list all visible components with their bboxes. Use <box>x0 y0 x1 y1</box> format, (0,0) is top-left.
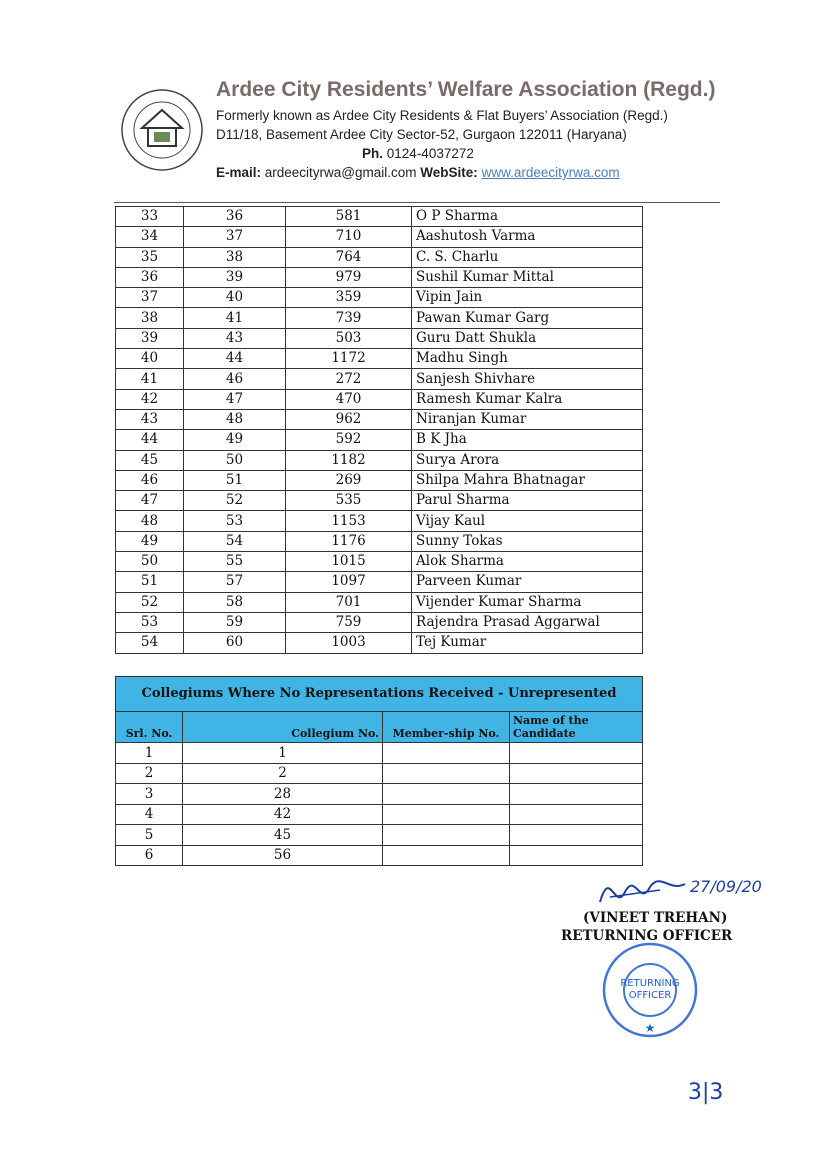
row-serial: 49 <box>116 531 184 551</box>
table-row <box>116 552 643 572</box>
table-row <box>116 531 643 551</box>
collegium-no: 50 <box>184 450 286 470</box>
table-row <box>116 227 643 247</box>
row-serial: 53 <box>116 612 184 632</box>
row-serial: 48 <box>116 511 184 531</box>
table-row <box>116 207 643 227</box>
unrepresented-table <box>115 676 643 866</box>
collegium-no: 48 <box>184 409 286 429</box>
collegium-no: 43 <box>184 328 286 348</box>
membership-no: 1182 <box>286 450 412 470</box>
candidate-name: O P Sharma <box>412 207 643 227</box>
candidate-name <box>510 825 643 846</box>
svg-text:RETURNING: RETURNING <box>620 978 680 989</box>
table-row <box>116 784 643 805</box>
membership-no: 710 <box>286 227 412 247</box>
collegium-no: 46 <box>184 369 286 389</box>
table-row <box>116 804 643 825</box>
candidate-name: Shilpa Mahra Bhatnagar <box>412 470 643 490</box>
row-serial: 34 <box>116 227 184 247</box>
row-serial: 46 <box>116 470 184 490</box>
membership-no: 1003 <box>286 633 412 653</box>
official-stamp <box>590 940 710 1040</box>
candidate-name: Parul Sharma <box>412 491 643 511</box>
table-row <box>116 470 643 490</box>
svg-text:OFFICER: OFFICER <box>628 990 672 1001</box>
candidate-name: Sanjesh Shivhare <box>412 369 643 389</box>
candidate-name <box>510 784 643 805</box>
table-row <box>116 308 643 328</box>
unrepresented-title: Collegiums Where No Representations Received - Unrepresented <box>116 677 643 712</box>
website-link[interactable]: www.ardeecityrwa.com <box>481 165 620 180</box>
candidate-name: B K Jha <box>412 430 643 450</box>
srl-no: 2 <box>116 763 183 784</box>
collegium-no: 40 <box>184 288 286 308</box>
membership-no <box>383 825 510 846</box>
candidate-name: Vijay Kaul <box>412 511 643 531</box>
membership-no: 581 <box>286 207 412 227</box>
collegium-no: 2 <box>183 763 383 784</box>
officer-name: (VINEET TREHAN) <box>583 910 728 926</box>
membership-no: 1097 <box>286 572 412 592</box>
membership-no: 764 <box>286 247 412 267</box>
table-row <box>116 743 643 764</box>
candidate-name: Alok Sharma <box>412 552 643 572</box>
row-serial: 41 <box>116 369 184 389</box>
table-row <box>116 430 643 450</box>
candidate-name: Surya Arora <box>412 450 643 470</box>
collegium-no: 37 <box>184 227 286 247</box>
candidate-name: C. S. Charlu <box>412 247 643 267</box>
candidate-name: Parveen Kumar <box>412 572 643 592</box>
candidate-name: Pawan Kumar Garg <box>412 308 643 328</box>
candidate-name <box>510 804 643 825</box>
collegium-no: 1 <box>183 743 383 764</box>
membership-no: 1153 <box>286 511 412 531</box>
candidate-name: Aashutosh Varma <box>412 227 643 247</box>
collegium-no: 57 <box>184 572 286 592</box>
candidate-name: Tej Kumar <box>412 633 643 653</box>
row-serial: 33 <box>116 207 184 227</box>
candidate-name <box>510 743 643 764</box>
row-serial: 44 <box>116 430 184 450</box>
collegium-no: 42 <box>183 804 383 825</box>
membership-no: 535 <box>286 491 412 511</box>
candidate-name: Madhu Singh <box>412 349 643 369</box>
table-row <box>116 612 643 632</box>
candidate-name: Sunny Tokas <box>412 531 643 551</box>
membership-no <box>383 743 510 764</box>
row-serial: 37 <box>116 288 184 308</box>
membership-no: 272 <box>286 369 412 389</box>
candidate-name: Ramesh Kumar Kalra <box>412 389 643 409</box>
candidate-name: Sushil Kumar Mittal <box>412 267 643 287</box>
col-srl-no: Srl. No. <box>116 712 183 743</box>
col-collegium-no: Collegium No. <box>183 712 383 743</box>
collegium-no: 28 <box>183 784 383 805</box>
collegium-no: 45 <box>183 825 383 846</box>
candidate-name: Vipin Jain <box>412 288 643 308</box>
table-row <box>116 825 643 846</box>
table-row <box>116 450 643 470</box>
collegium-no: 55 <box>184 552 286 572</box>
collegium-no: 60 <box>184 633 286 653</box>
membership-no: 503 <box>286 328 412 348</box>
table-row <box>116 592 643 612</box>
row-serial: 38 <box>116 308 184 328</box>
email-label: E-mail: <box>216 165 262 180</box>
membership-no: 1176 <box>286 531 412 551</box>
collegium-no: 39 <box>184 267 286 287</box>
collegium-no: 56 <box>183 845 383 866</box>
page-number: 3|3 <box>688 1080 724 1105</box>
header-divider <box>114 202 720 203</box>
candidate-name: Guru Datt Shukla <box>412 328 643 348</box>
row-serial: 45 <box>116 450 184 470</box>
membership-no: 759 <box>286 612 412 632</box>
table-row <box>116 409 643 429</box>
svg-text:★: ★ <box>644 1021 656 1035</box>
row-serial: 35 <box>116 247 184 267</box>
row-serial: 40 <box>116 349 184 369</box>
org-name: Ardee City Residents’ Welfare Association (Regd.) <box>216 78 716 101</box>
table-row <box>116 491 643 511</box>
srl-no: 4 <box>116 804 183 825</box>
candidate-name: Vijender Kumar Sharma <box>412 592 643 612</box>
collegium-no: 52 <box>184 491 286 511</box>
membership-no: 359 <box>286 288 412 308</box>
table-row <box>116 633 643 653</box>
contact-line <box>216 165 620 180</box>
row-serial: 51 <box>116 572 184 592</box>
collegium-no: 38 <box>184 247 286 267</box>
row-serial: 39 <box>116 328 184 348</box>
collegium-no: 36 <box>184 207 286 227</box>
candidate-name: Niranjan Kumar <box>412 409 643 429</box>
col-membership-no: Member-ship No. <box>383 712 510 743</box>
table-row <box>116 288 643 308</box>
membership-no <box>383 763 510 784</box>
row-serial: 54 <box>116 633 184 653</box>
col-candidate-name: Name of the Candidate <box>510 712 643 743</box>
table-row <box>116 267 643 287</box>
phone-line <box>362 146 474 161</box>
row-serial: 42 <box>116 389 184 409</box>
row-serial: 43 <box>116 409 184 429</box>
membership-no <box>383 784 510 805</box>
table-row <box>116 369 643 389</box>
membership-no: 1015 <box>286 552 412 572</box>
table-row <box>116 349 643 369</box>
collegium-no: 44 <box>184 349 286 369</box>
row-serial: 52 <box>116 592 184 612</box>
phone-label: Ph. <box>362 146 384 161</box>
collegium-no: 58 <box>184 592 286 612</box>
table-row <box>116 511 643 531</box>
candidate-name: Rajendra Prasad Aggarwal <box>412 612 643 632</box>
collegium-no: 49 <box>184 430 286 450</box>
collegium-no: 47 <box>184 389 286 409</box>
membership-no: 1172 <box>286 349 412 369</box>
membership-no: 962 <box>286 409 412 429</box>
association-logo <box>120 88 204 172</box>
collegium-no: 51 <box>184 470 286 490</box>
collegium-no: 53 <box>184 511 286 531</box>
collegium-no: 54 <box>184 531 286 551</box>
signature-date: 27/09/20 <box>690 877 762 896</box>
address-line: D11/18, Basement Ardee City Sector-52, Gurgaon 122011 (Haryana) <box>216 127 627 142</box>
table-row <box>116 247 643 267</box>
membership-no: 979 <box>286 267 412 287</box>
row-serial: 36 <box>116 267 184 287</box>
formerly-known-line: Formerly known as Ardee City Residents & Flat Buyers’ Association (Regd.) <box>216 108 668 123</box>
row-serial: 47 <box>116 491 184 511</box>
table-row <box>116 328 643 348</box>
srl-no: 1 <box>116 743 183 764</box>
membership-no: 470 <box>286 389 412 409</box>
phone-number: 0124-4037272 <box>386 146 474 161</box>
membership-no: 269 <box>286 470 412 490</box>
table-row <box>116 763 643 784</box>
candidates-table <box>115 206 643 654</box>
table-row <box>116 572 643 592</box>
collegium-no: 59 <box>184 612 286 632</box>
table-row <box>116 389 643 409</box>
membership-no <box>383 804 510 825</box>
membership-no: 592 <box>286 430 412 450</box>
email-address[interactable]: ardeecityrwa@gmail.com <box>264 165 417 180</box>
table-row <box>116 845 643 866</box>
srl-no: 3 <box>116 784 183 805</box>
website-label: WebSite: <box>420 165 478 180</box>
membership-no: 701 <box>286 592 412 612</box>
officer-designation: RETURNING OFFICER <box>561 928 733 944</box>
membership-no: 739 <box>286 308 412 328</box>
collegium-no: 41 <box>184 308 286 328</box>
row-serial: 50 <box>116 552 184 572</box>
srl-no: 5 <box>116 825 183 846</box>
membership-no <box>383 845 510 866</box>
srl-no: 6 <box>116 845 183 866</box>
candidate-name <box>510 763 643 784</box>
